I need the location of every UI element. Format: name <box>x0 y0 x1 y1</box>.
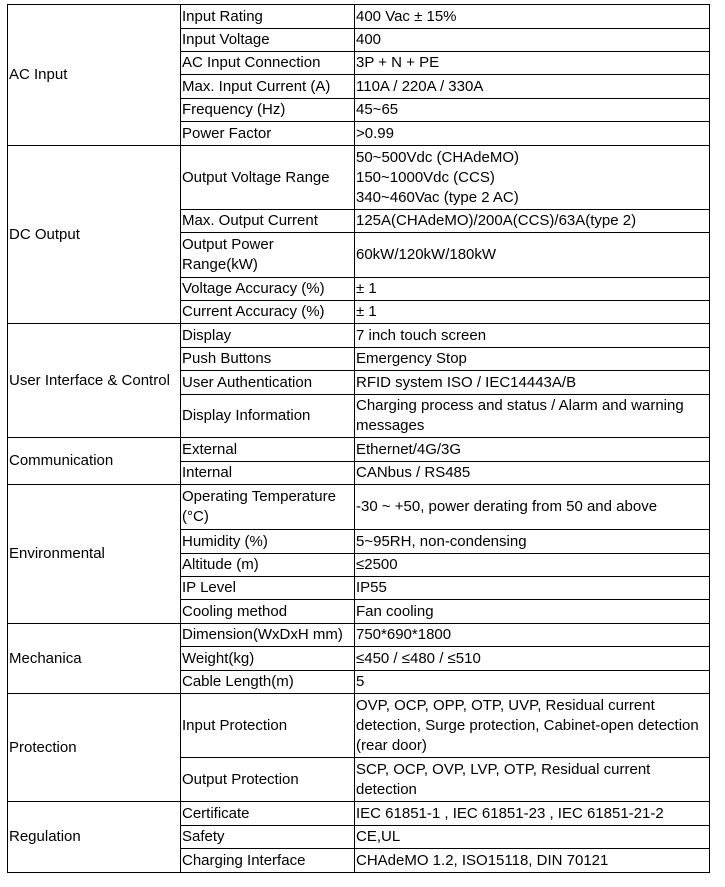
value-cell: IEC 61851-1 , IEC 61851-23 , IEC 61851-21-2 <box>355 802 710 826</box>
spec-table <box>7 4 710 873</box>
param-cell: AC Input Connection <box>181 52 355 75</box>
category-cell: DC Output <box>8 146 181 324</box>
table-row <box>8 485 710 530</box>
param-cell: Power Factor <box>181 122 355 146</box>
value-cell: 5~95RH, non-condensing <box>355 530 710 554</box>
param-cell: Cable Length(m) <box>181 671 355 694</box>
param-cell: Altitude (m) <box>181 554 355 577</box>
value-cell: 60kW/120kW/180kW <box>355 233 710 278</box>
param-cell: Internal <box>181 462 355 485</box>
param-cell: Certificate <box>181 802 355 826</box>
table-row <box>8 694 710 758</box>
param-cell: Dimension(WxDxH mm) <box>181 624 355 647</box>
value-cell: 50~500Vdc (CHAdeMO) 150~1000Vdc (CCS) 340~460Vac (type 2 AC) <box>355 146 710 210</box>
param-cell: Display <box>181 324 355 348</box>
category-cell: Regulation <box>8 802 181 873</box>
param-cell: Voltage Accuracy (%) <box>181 278 355 301</box>
param-cell: Current Accuracy (%) <box>181 301 355 324</box>
value-cell: SCP, OCP, OVP, LVP, OTP, Residual current detection <box>355 758 710 802</box>
param-cell: Push Buttons <box>181 348 355 371</box>
value-cell: Charging process and status / Alarm and warning messages <box>355 395 710 438</box>
param-cell: Humidity (%) <box>181 530 355 554</box>
value-cell: ≤2500 <box>355 554 710 577</box>
value-cell: ± 1 <box>355 301 710 324</box>
param-cell: Cooling method <box>181 600 355 624</box>
table-row <box>8 438 710 462</box>
value-cell: Emergency Stop <box>355 348 710 371</box>
category-cell: Environmental <box>8 485 181 624</box>
param-cell: Weight(kg) <box>181 647 355 671</box>
param-cell: Max. Output Current <box>181 210 355 233</box>
value-cell: CE,UL <box>355 826 710 849</box>
param-cell: Frequency (Hz) <box>181 99 355 122</box>
param-cell: Max. Input Current (A) <box>181 75 355 99</box>
value-cell: IP55 <box>355 577 710 600</box>
param-cell: Output Protection <box>181 758 355 802</box>
value-cell: OVP, OCP, OPP, OTP, UVP, Residual current detection, Surge protection, Cabinet-open detection (rear door) <box>355 694 710 758</box>
table-row <box>8 802 710 826</box>
param-cell: Charging Interface <box>181 849 355 873</box>
param-cell: Safety <box>181 826 355 849</box>
param-cell: Operating Temperature (°C) <box>181 485 355 530</box>
value-cell: 3P + N + PE <box>355 52 710 75</box>
param-cell: IP Level <box>181 577 355 600</box>
param-cell: Input Rating <box>181 5 355 29</box>
param-cell: Output Power Range(kW) <box>181 233 355 278</box>
category-cell: AC Input <box>8 5 181 146</box>
value-cell: CANbus / RS485 <box>355 462 710 485</box>
value-cell: 400 Vac ± 15% <box>355 5 710 29</box>
value-cell: 750*690*1800 <box>355 624 710 647</box>
param-cell: Input Protection <box>181 694 355 758</box>
value-cell: ≤450 / ≤480 / ≤510 <box>355 647 710 671</box>
table-row <box>8 324 710 348</box>
param-cell: External <box>181 438 355 462</box>
value-cell: -30 ~ +50, power derating from 50 and above <box>355 485 710 530</box>
value-cell: 110A / 220A / 330A <box>355 75 710 99</box>
param-cell: Display Information <box>181 395 355 438</box>
value-cell: >0.99 <box>355 122 710 146</box>
value-cell: RFID system ISO / IEC14443A/B <box>355 371 710 395</box>
value-cell: CHAdeMO 1.2, ISO15118, DIN 70121 <box>355 849 710 873</box>
value-cell: 7 inch touch screen <box>355 324 710 348</box>
value-cell: 125A(CHAdeMO)/200A(CCS)/63A(type 2) <box>355 210 710 233</box>
param-cell: Output Voltage Range <box>181 146 355 210</box>
value-cell: ± 1 <box>355 278 710 301</box>
category-cell: User Interface & Control <box>8 324 181 438</box>
table-row <box>8 5 710 29</box>
table-row <box>8 624 710 647</box>
value-cell: 400 <box>355 29 710 52</box>
param-cell: Input Voltage <box>181 29 355 52</box>
value-cell: 5 <box>355 671 710 694</box>
value-cell: Fan cooling <box>355 600 710 624</box>
value-cell: Ethernet/4G/3G <box>355 438 710 462</box>
category-cell: Communication <box>8 438 181 485</box>
value-cell: 45~65 <box>355 99 710 122</box>
category-cell: Protection <box>8 694 181 802</box>
category-cell: Mechanica <box>8 624 181 694</box>
param-cell: User Authentication <box>181 371 355 395</box>
table-row <box>8 146 710 210</box>
